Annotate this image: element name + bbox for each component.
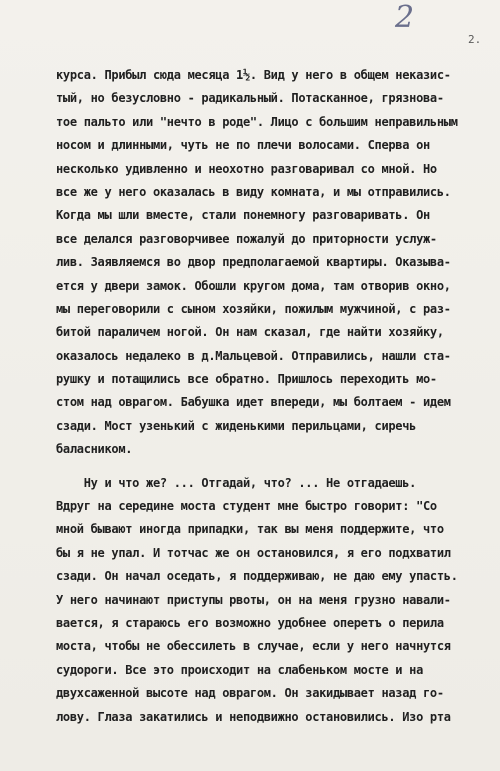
text-line: судороги. Все это происходит на слабеньком мосте и на	[56, 662, 424, 677]
text-line: бы я не упал. И тотчас же он остановился, я его подхватил	[56, 545, 451, 560]
text-line: все же у него оказалась в виду комната, и мы отправились.	[56, 184, 451, 199]
text-line: все делался разговорчивее пожалуй до приторности услуж-	[56, 231, 437, 246]
text-line: двухсаженной высоте над оврагом. Он закидывает назад го-	[56, 686, 444, 701]
text-line: баласником.	[56, 442, 133, 457]
paragraph-gap	[56, 462, 480, 472]
text-line: У него начинают приступы рвоты, он на меня грузно навали-	[56, 592, 451, 607]
text-line: курса. Прибыл сюда месяца 1½. Вид у него в общем неказис-	[56, 68, 451, 82]
text-line: несколько удивленно и неохотно разговаривал со мной. Но	[56, 161, 437, 176]
typed-page-number: 2.	[468, 33, 482, 46]
text-line: тый, но безусловно - радикальный. Потасканное, грязнова-	[56, 91, 444, 106]
text-line: лив. Заявляемся во двор предполагаемой квартиры. Оказыва-	[56, 255, 451, 270]
text-line: сзади. Мост узенький с жиденькими перильцами, сиречь	[56, 418, 417, 433]
text-line: Ну и что же? ... Отгадай, что? ... Не отгадаешь.	[56, 475, 417, 490]
text-line: лову. Глаза закатились и неподвижно остановились. Изо рта	[56, 709, 451, 724]
text-line: ется у двери замок. Обошли кругом дома, там отворив окно,	[56, 278, 451, 293]
paragraph-2	[56, 472, 480, 729]
text-line: мы переговорили с сыном хозяйки, пожилым мужчиной, с раз-	[56, 301, 451, 316]
text-line: вается, я стараюсь его возможно удобнее оперетъ о перила	[56, 615, 444, 630]
paragraph-1	[56, 64, 480, 462]
text-line: Когда мы шли вместе, стали понемногу разговаривать. Он	[56, 208, 430, 223]
handwritten-page-number: 2	[395, 0, 415, 35]
text-line: моста, чтобы не обессилеть в случае, если у него начнутся	[56, 639, 451, 654]
text-line: Вдруг на середине моста студент мне быстро говорит: "Со	[56, 499, 437, 514]
document-body	[56, 64, 480, 729]
text-line: стом над оврагом. Бабушка идет впереди, мы болтаем - идем	[56, 395, 451, 410]
text-line: носом и длинными, чуть не по плечи волосами. Сперва он	[56, 138, 430, 153]
text-line: мной бывают иногда припадки, так вы меня поддержите, что	[56, 522, 444, 537]
text-line: битой параличем ногой. Он нам сказал, где найти хозяйку,	[56, 325, 444, 340]
text-line: рушку и потащились все обратно. Пришлось переходить мо-	[56, 372, 437, 387]
text-line: оказалось недалеко в д.Мальцевой. Отправились, нашли ста-	[56, 348, 451, 363]
text-line: тое пальто или "нечто в роде". Лицо с большим неправильным	[56, 114, 458, 129]
text-line: сзади. Он начал оседать, я поддерживаю, не даю ему упасть.	[56, 569, 458, 584]
